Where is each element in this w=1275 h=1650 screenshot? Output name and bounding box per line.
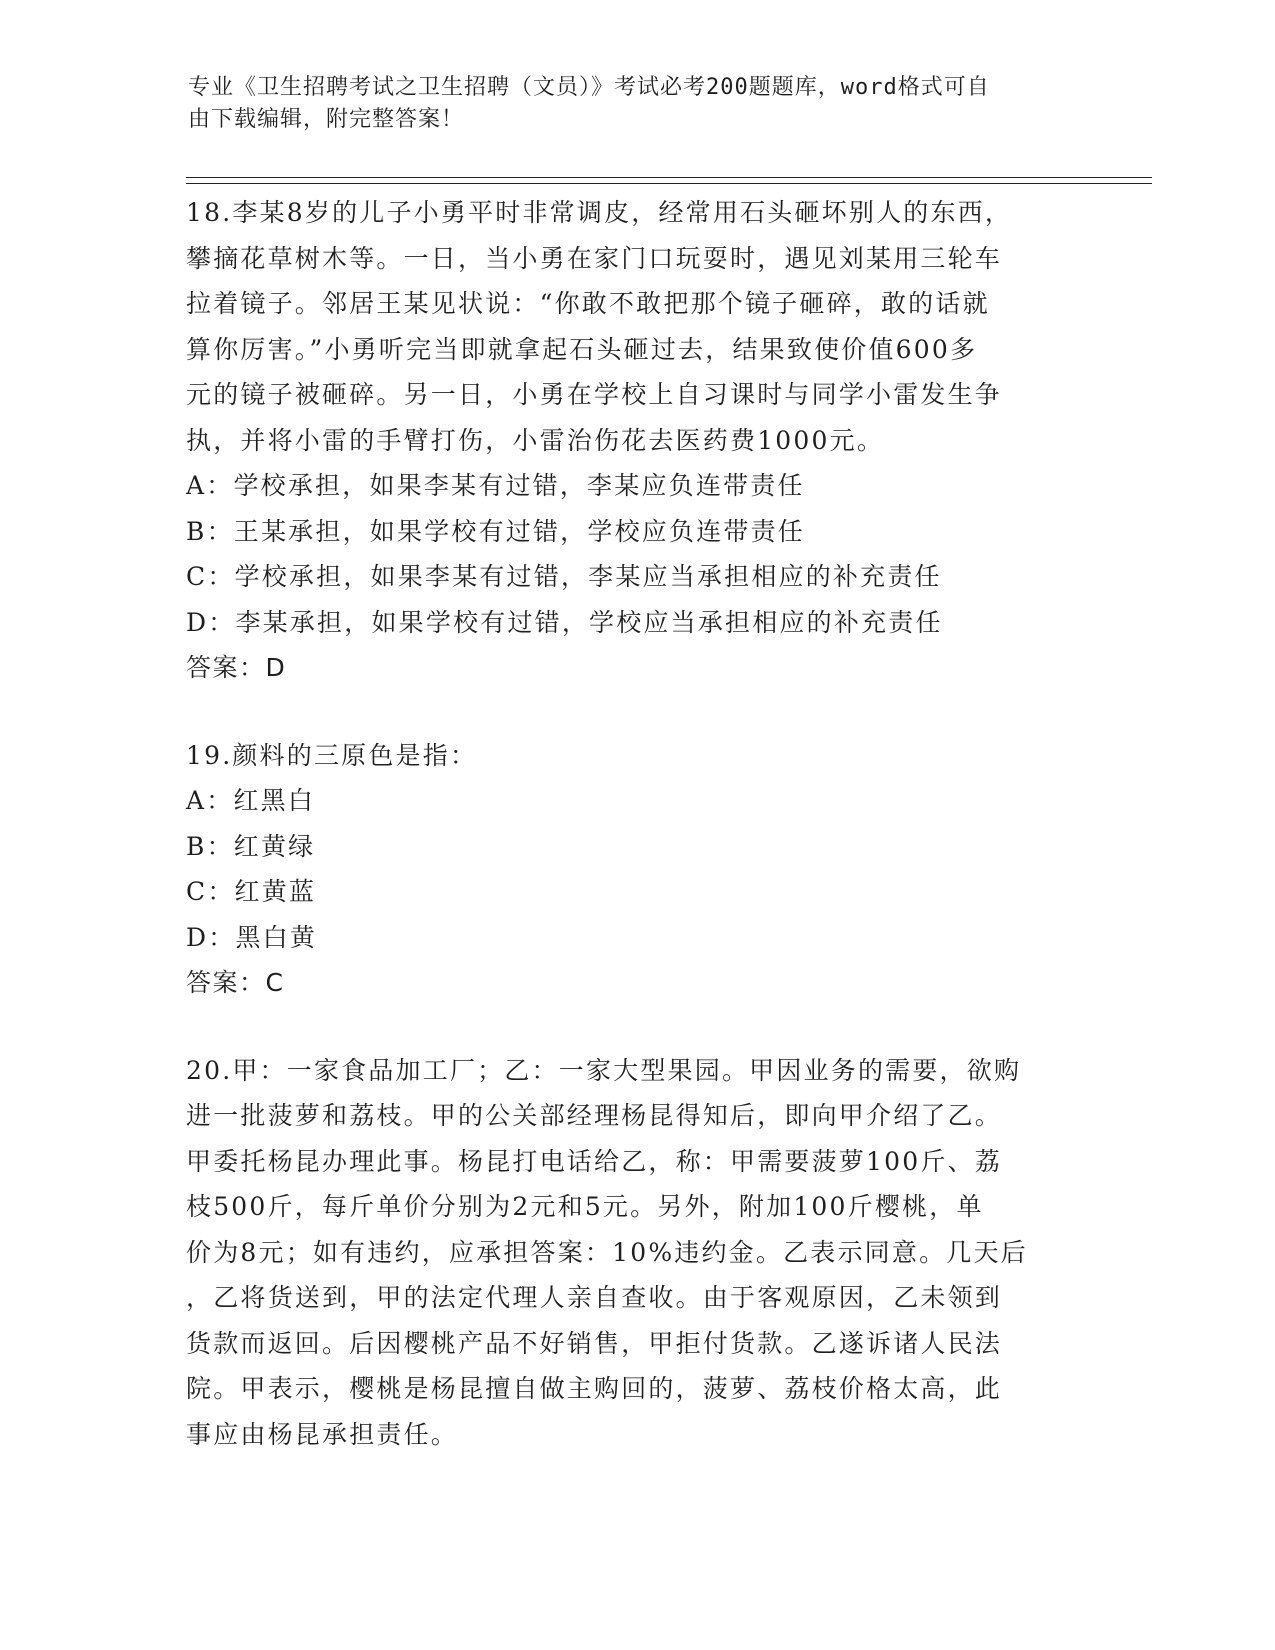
option-c: C：学校承担，如果李某有过错，李某应当承担相应的补充责任 [186, 562, 942, 591]
question-18 [186, 190, 1066, 691]
option-a: A：学校承担，如果李某有过错，李某应负连带责任 [186, 471, 805, 500]
question-text: 19.颜料的三原色是指： [186, 740, 478, 770]
answer: 答案：D [186, 653, 287, 682]
spacer [186, 1006, 1066, 1048]
option-c: C：红黄蓝 [186, 877, 317, 906]
question-text: 20.甲：一家食品加工厂；乙：一家大型果园。甲因业务的需要，欲购 进一批菠萝和荔枝。甲的公关部经理杨昆得知后，即向甲介绍了乙。 甲委托杨昆办理此事。杨昆打电话给乙，称：甲需要菠萝100斤、荔 枝500斤，每斤单价分别为2元和5元。另外，附加100斤樱桃，单 价为8元；如有违约，应承担答案：10%违约金。乙表示同意。几天后 ，乙将货送到，甲的法定代理人亲自查收。由于客观原因，乙未领到 货款而返回。后因樱桃产品不好销售，甲拒付货款。乙遂诉诸人民法 院。甲表示，樱桃是杨昆擅自做主购回的，菠萝、荔枝价格太高，此 事应由杨昆承担责任。 [186, 1055, 1028, 1449]
option-a: A：红黑白 [186, 786, 316, 815]
answer: 答案：C [186, 968, 285, 997]
option-b: B：红黄绿 [186, 831, 316, 861]
question-19 [186, 733, 1066, 1006]
header-divider-bottom [186, 183, 1152, 184]
header-divider-top [186, 177, 1152, 178]
option-b: B：王某承担，如果学校有过错，学校应负连带责任 [186, 516, 805, 546]
option-d: D：黑白黄 [186, 922, 318, 952]
question-text: 18.李某8岁的儿子小勇平时非常调皮，经常用石头砸坏别人的东西， 攀摘花草树木等。一日，当小勇在家门口玩耍时，遇见刘某用三轮车 拉着镜子。邻居王某见状说：“你敢不敢把那个镜子砸碎，敢的话就 算你厉害。”小勇听完当即就拿起石头砸过去，结果致使价值600多 元的镜子被砸碎。另一日，小勇在学校上自习课时与同学小雷发生争 执，并将小雷的手臂打伤，小雷治伤花去医药费1000元。 [186, 198, 1013, 455]
spacer [186, 691, 1066, 733]
question-list [186, 190, 1066, 1457]
option-d: D：李某承担，如果学校有过错，学校应当承担相应的补充责任 [186, 607, 943, 637]
question-20 [186, 1048, 1066, 1458]
document-header: 专业《卫生招聘考试之卫生招聘（文员）》考试必考200题题库，word格式可自 由下载编辑，附完整答案！ [188, 75, 990, 132]
